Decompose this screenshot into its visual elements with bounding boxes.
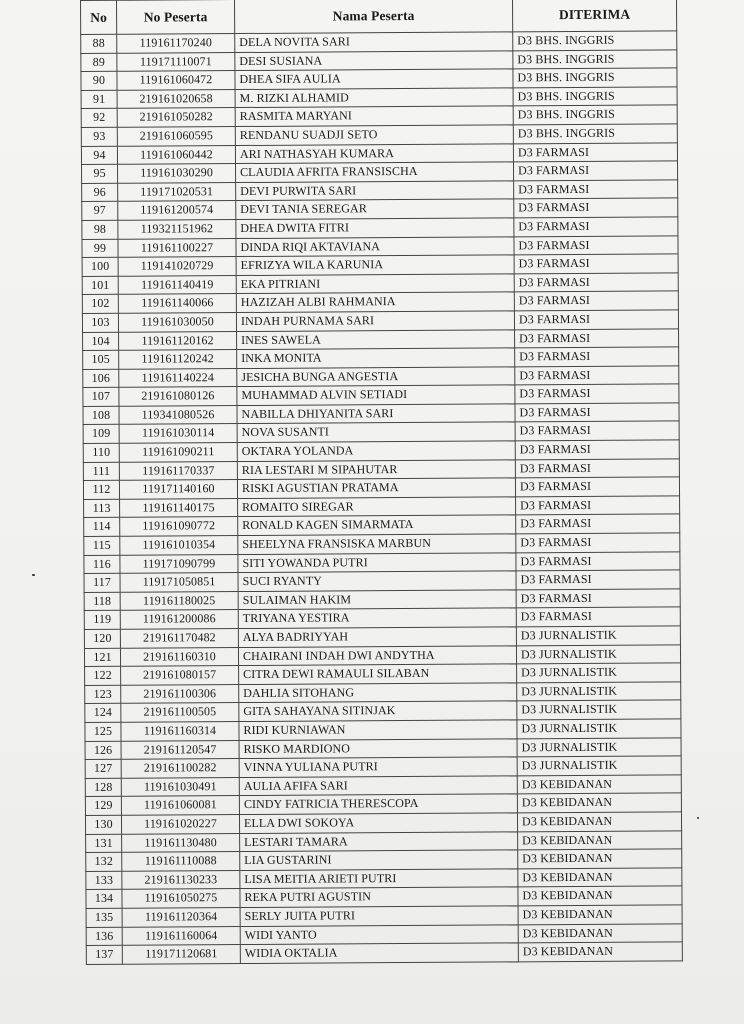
participant-name: NOVA SUSANTI [237, 422, 515, 442]
accepted-program: D3 FARMASI [513, 142, 677, 162]
participant-name: NABILLA DHIYANITA SARI [237, 404, 515, 424]
participant-name: M. RIZKI ALHAMID [235, 88, 513, 108]
accepted-program: D3 BHS. INGGRIS [513, 124, 677, 144]
accepted-program: D3 KEBIDANAN [517, 775, 681, 795]
participant-name: GITA SAHAYANA SITINJAK [239, 701, 517, 721]
participant-number: 119171110071 [117, 52, 235, 71]
accepted-program: D3 KEBIDANAN [517, 812, 681, 832]
participant-name: ROMAITO SIREGAR [238, 497, 516, 517]
participant-name: LESTARI TAMARA [240, 831, 518, 851]
participant-name: CHAIRANI INDAH DWI ANDYTHA [238, 645, 516, 665]
participant-number: 219161050282 [117, 108, 235, 127]
accepted-program: D3 BHS. INGGRIS [513, 49, 677, 69]
row-number: 121 [84, 648, 120, 667]
participant-number: 119161130480 [122, 833, 240, 852]
accepted-program: D3 FARMASI [515, 366, 679, 386]
accepted-program: D3 FARMASI [514, 291, 678, 311]
row-number: 134 [86, 890, 122, 909]
row-number: 101 [82, 276, 118, 295]
accepted-program: D3 FARMASI [516, 496, 680, 516]
accepted-program: D3 FARMASI [514, 198, 678, 218]
participant-name: MUHAMMAD ALVIN SETIADI [237, 385, 515, 405]
accepted-program: D3 JURNALISTIK [516, 626, 680, 646]
participant-number: 119161010354 [120, 536, 238, 555]
row-number: 94 [81, 146, 117, 165]
row-number: 123 [85, 685, 121, 704]
accepted-program: D3 FARMASI [515, 440, 679, 460]
header-no: No [81, 0, 117, 34]
participant-number: 119161090211 [119, 443, 237, 462]
row-number: 92 [81, 109, 117, 128]
participant-number: 219161060595 [117, 127, 235, 146]
scan-speck [32, 574, 35, 576]
table-body [81, 31, 683, 964]
row-number: 95 [82, 164, 118, 183]
table-header [81, 0, 677, 34]
participant-number: 119161100227 [118, 238, 236, 257]
participant-name: RIA LESTARI M SIPAHUTAR [237, 460, 515, 480]
participant-name: INKA MONITA [237, 348, 515, 368]
participant-number: 119161060081 [121, 796, 239, 815]
participant-name: DEVI TANIA SEREGAR [236, 199, 514, 219]
participant-name: AULIA AFIFA SARI [239, 776, 517, 796]
participant-name: RISKO MARDIONO [239, 738, 517, 758]
participant-number: 219161080157 [121, 666, 239, 685]
participant-number: 119161030290 [118, 164, 236, 183]
row-number: 124 [85, 704, 121, 723]
participant-number: 219161160310 [120, 647, 238, 666]
participant-name: WIDIA OKTALIA [240, 943, 518, 963]
row-number: 117 [84, 573, 120, 592]
row-number: 88 [81, 34, 117, 53]
participant-name: ARI NATHASYAH KUMARA [235, 143, 513, 163]
row-number: 128 [85, 778, 121, 797]
participant-number: 119161060472 [117, 71, 235, 90]
accepted-program: D3 FARMASI [513, 161, 677, 181]
table-row [86, 942, 682, 964]
accepted-program: D3 FARMASI [515, 347, 679, 367]
accepted-program: D3 FARMASI [516, 551, 680, 571]
participant-name: SUCI RYANTY [238, 571, 516, 591]
accepted-program: D3 JURNALISTIK [517, 737, 681, 757]
row-number: 131 [86, 834, 122, 853]
participant-name: DHEA DWITA FITRI [236, 218, 514, 238]
participant-number: 119161140224 [119, 368, 237, 387]
participant-number: 119161110088 [122, 852, 240, 871]
participant-name: SHEELYNA FRANSISKA MARBUN [238, 534, 516, 554]
participant-name: DESI SUSIANA [235, 50, 513, 70]
row-number: 96 [82, 183, 118, 202]
participant-number: 219161120547 [121, 740, 239, 759]
row-number: 130 [85, 815, 121, 834]
accepted-program: D3 FARMASI [516, 589, 680, 609]
participant-number: 119161030050 [118, 312, 236, 331]
row-number: 115 [84, 536, 120, 555]
row-number: 135 [86, 908, 122, 927]
accepted-program: D3 FARMASI [516, 607, 680, 627]
accepted-program: D3 FARMASI [516, 570, 680, 590]
row-number: 105 [83, 350, 119, 369]
participant-number: 119341080526 [119, 405, 237, 424]
participant-name: ELLA DWI SOKOYA [239, 813, 517, 833]
participant-number: 119171020531 [118, 182, 236, 201]
accepted-program: D3 FARMASI [515, 459, 679, 479]
accepted-program: D3 BHS. INGGRIS [513, 105, 677, 125]
participant-table [80, 0, 683, 965]
participant-name: CITRA DEWI RAMAULI SILABAN [239, 664, 517, 684]
participant-name: INDAH PURNAMA SARI [236, 311, 514, 331]
participant-name: SERLY JUITA PUTRI [240, 906, 518, 926]
row-number: 120 [84, 629, 120, 648]
row-number: 133 [86, 871, 122, 890]
participant-name: CINDY FATRICIA THERESCOPA [239, 794, 517, 814]
accepted-program: D3 KEBIDANAN [518, 830, 682, 850]
accepted-program: D3 KEBIDANAN [518, 886, 682, 906]
accepted-program: D3 JURNALISTIK [517, 663, 681, 683]
row-number: 118 [84, 592, 120, 611]
participant-name: DHEA SIFA AULIA [235, 69, 513, 89]
row-number: 89 [81, 53, 117, 72]
row-number: 111 [83, 462, 119, 481]
participant-name: DINDA RIQI AKTAVIANA [236, 236, 514, 256]
row-number: 116 [84, 555, 120, 574]
row-number: 114 [84, 518, 120, 537]
participant-number: 119171050851 [120, 573, 238, 592]
accepted-program: D3 JURNALISTIK [517, 700, 681, 720]
row-number: 98 [82, 220, 118, 239]
accepted-program: D3 JURNALISTIK [517, 682, 681, 702]
participant-name: VINNA YULIANA PUTRI [239, 757, 517, 777]
participant-number: 219161020658 [117, 89, 235, 108]
row-number: 90 [81, 71, 117, 90]
participant-number: 219161080126 [119, 387, 237, 406]
row-number: 100 [82, 257, 118, 276]
participant-name: RASMITA MARYANI [235, 106, 513, 126]
participant-number: 119161160064 [122, 926, 240, 945]
accepted-program: D3 KEBIDANAN [517, 793, 681, 813]
participant-number: 119161020227 [121, 814, 239, 833]
participant-number: 119171090799 [120, 554, 238, 573]
accepted-program: D3 KEBIDANAN [518, 849, 682, 869]
participant-name: REKA PUTRI AGUSTIN [240, 887, 518, 907]
row-number: 125 [85, 722, 121, 741]
row-number: 126 [85, 741, 121, 760]
participant-number: 119321151962 [118, 219, 236, 238]
accepted-program: D3 JURNALISTIK [517, 719, 681, 739]
row-number: 99 [82, 239, 118, 258]
participant-name: SULAIMAN HAKIM [238, 590, 516, 610]
participant-name: RENDANU SUADJI SETO [235, 125, 513, 145]
row-number: 132 [86, 852, 122, 871]
accepted-program: D3 FARMASI [516, 533, 680, 553]
participant-number: 119161200086 [120, 610, 238, 629]
participant-name: RIDI KURNIAWAN [239, 720, 517, 740]
participant-number: 219161100306 [121, 684, 239, 703]
row-number: 129 [85, 797, 121, 816]
accepted-program: D3 JURNALISTIK [516, 644, 680, 664]
participant-number: 119161030491 [121, 777, 239, 796]
participant-name: EKA PITRIANI [236, 274, 514, 294]
accepted-program: D3 KEBIDANAN [518, 942, 682, 962]
participant-name: DEVI PURWITA SARI [236, 181, 514, 201]
participant-number: 119171140160 [119, 480, 237, 499]
accepted-program: D3 KEBIDANAN [518, 923, 682, 943]
row-number: 91 [81, 90, 117, 109]
participant-number: 119171120681 [122, 945, 240, 964]
row-number: 104 [83, 332, 119, 351]
participant-name: DELA NOVITA SARI [235, 32, 513, 52]
row-number: 102 [82, 295, 118, 314]
participant-name: TRIYANA YESTIRA [238, 608, 516, 628]
accepted-program: D3 FARMASI [514, 273, 678, 293]
participant-name: OKTARA YOLANDA [237, 441, 515, 461]
row-number: 109 [83, 425, 119, 444]
participant-number: 119161030114 [119, 424, 237, 443]
accepted-program: D3 FARMASI [514, 217, 678, 237]
participant-name: INES SAWELA [237, 329, 515, 349]
accepted-program: D3 FARMASI [515, 421, 679, 441]
row-number: 113 [84, 499, 120, 518]
accepted-program: D3 FARMASI [514, 180, 678, 200]
participant-name: SITI YOWANDA PUTRI [238, 552, 516, 572]
row-number: 106 [83, 369, 119, 388]
accepted-program: D3 BHS. INGGRIS [513, 31, 677, 51]
header-participant-name: Nama Peserta [235, 0, 513, 34]
row-number: 103 [82, 313, 118, 332]
participant-name: JESICHA BUNGA ANGESTIA [237, 367, 515, 387]
row-number: 137 [86, 945, 122, 964]
accepted-program: D3 FARMASI [516, 514, 680, 534]
participant-name: ALYA BADRIYYAH [238, 627, 516, 647]
scan-speck [697, 817, 699, 819]
participant-number: 119161200574 [118, 201, 236, 220]
participant-name: LIA GUSTARINI [240, 850, 518, 870]
accepted-program: D3 FARMASI [514, 254, 678, 274]
participant-number: 219161100282 [121, 759, 239, 778]
row-number: 136 [86, 927, 122, 946]
accepted-program: D3 FARMASI [515, 477, 679, 497]
accepted-program: D3 JURNALISTIK [517, 756, 681, 776]
participant-number: 119161140175 [120, 498, 238, 517]
header-row [81, 0, 677, 34]
accepted-program: D3 FARMASI [515, 384, 679, 404]
participant-number: 119161090772 [120, 517, 238, 536]
participant-name: RONALD KAGEN SIMARMATA [238, 515, 516, 535]
row-number: 112 [83, 481, 119, 500]
accepted-program: D3 FARMASI [514, 235, 678, 255]
participant-number: 119161140066 [118, 294, 236, 313]
participant-number: 119161140419 [118, 275, 236, 294]
participant-number: 119161120162 [119, 331, 237, 350]
row-number: 127 [85, 759, 121, 778]
row-number: 110 [83, 443, 119, 462]
accepted-program: D3 FARMASI [515, 328, 679, 348]
participant-name: DAHLIA SITOHANG [239, 683, 517, 703]
accepted-program: D3 KEBIDANAN [518, 905, 682, 925]
participant-number: 119161180025 [120, 591, 238, 610]
participant-name: WIDI YANTO [240, 924, 518, 944]
participant-number: 119141020729 [118, 257, 236, 276]
accepted-program: D3 FARMASI [515, 403, 679, 423]
participant-number: 119161060442 [117, 145, 235, 164]
accepted-program: D3 FARMASI [514, 310, 678, 330]
header-accepted: DITERIMA [512, 0, 676, 32]
participant-name: CLAUDIA AFRITA FRANSISCHA [236, 162, 514, 182]
participant-name: HAZIZAH ALBI RAHMANIA [236, 292, 514, 312]
participant-name: RISKI AGUSTIAN PRATAMA [237, 478, 515, 498]
participant-number: 119161120364 [122, 907, 240, 926]
participant-name: EFRIZYA WILA KARUNIA [236, 255, 514, 275]
row-number: 122 [85, 666, 121, 685]
accepted-program: D3 BHS. INGGRIS [513, 87, 677, 107]
participant-number: 219161170482 [120, 629, 238, 648]
participant-number: 119161120242 [119, 350, 237, 369]
participant-name: LISA MEITIA ARIETI PUTRI [240, 869, 518, 889]
participant-number: 119161050275 [122, 889, 240, 908]
accepted-program: D3 BHS. INGGRIS [513, 68, 677, 88]
row-number: 107 [83, 388, 119, 407]
header-participant-number: No Peserta [117, 0, 235, 34]
row-number: 93 [81, 127, 117, 146]
participant-number: 219161130233 [122, 870, 240, 889]
participant-number: 119161170240 [117, 34, 235, 53]
row-number: 97 [82, 202, 118, 221]
participant-number: 119161170337 [119, 461, 237, 480]
row-number: 119 [84, 611, 120, 630]
row-number: 108 [83, 406, 119, 425]
accepted-program: D3 KEBIDANAN [518, 868, 682, 888]
participant-number: 119161160314 [121, 722, 239, 741]
participant-number: 219161100505 [121, 703, 239, 722]
